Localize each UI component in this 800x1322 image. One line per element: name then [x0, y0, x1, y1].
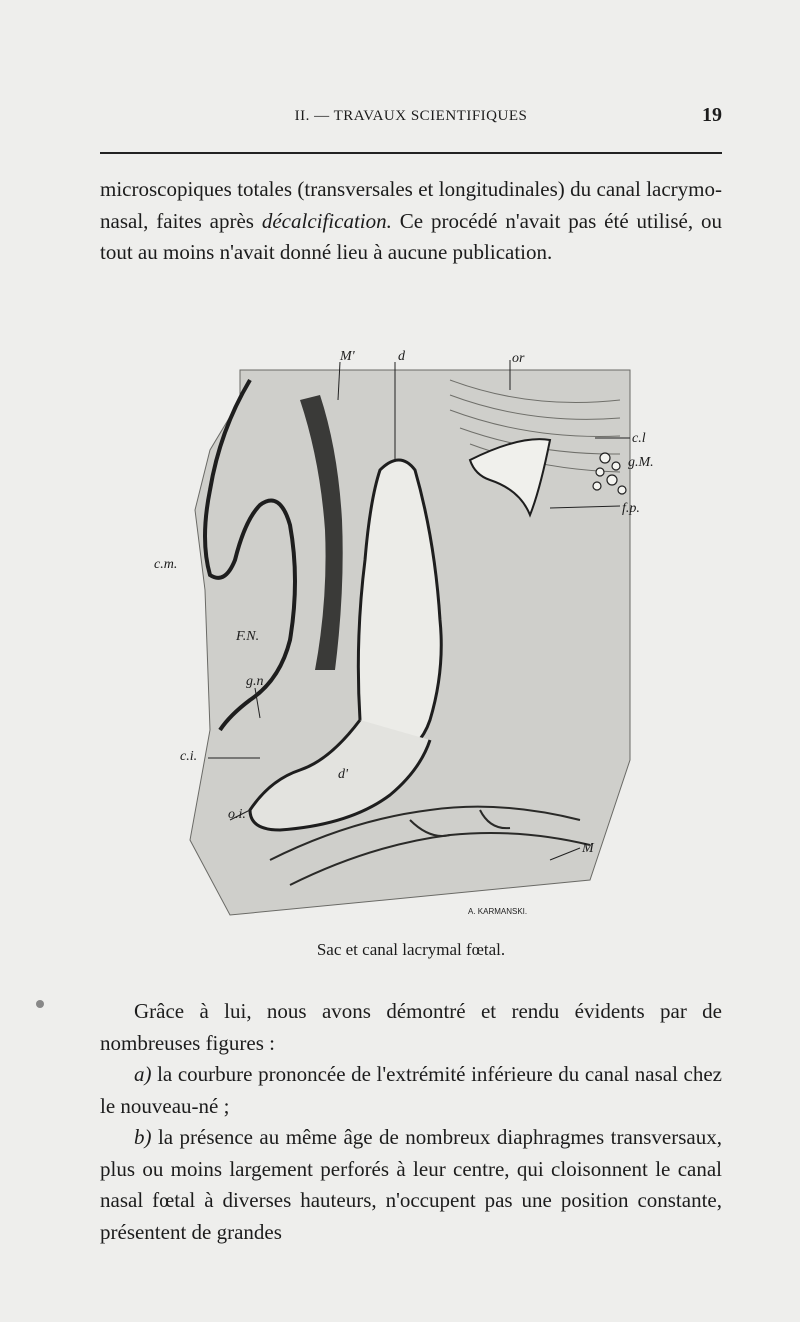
label-ci: c.i.: [180, 749, 198, 764]
figure-caption: Sac et canal lacrymal fœtal.: [316, 940, 506, 959]
intro-text-1: microscopiques totales (transversales et longitudinales) du canal lacrymo-nasal, faites après: [100, 177, 722, 233]
intro-text-2: Ce procédé n'avait pas été utilisé, ou tout au moins n'avait donné lieu à aucune publication.: [100, 208, 722, 264]
label-FN: F.N.: [236, 629, 260, 644]
label-gn: g.n: [246, 674, 264, 689]
label-oi: o.i.: [228, 807, 246, 822]
label-cm: c.m.: [154, 557, 178, 572]
label-M: M: [582, 841, 594, 856]
figure-illustration: [150, 340, 654, 920]
intro-paragraph: [100, 174, 722, 269]
item-a-marker: a): [134, 1062, 152, 1086]
list-item-a: [100, 1059, 722, 1122]
label-cl: c.l: [632, 431, 646, 446]
header-rule: [100, 152, 722, 154]
running-head: [100, 104, 722, 134]
intro-emphasis: décalcification.: [261, 208, 392, 233]
label-gM: g.M.: [628, 455, 654, 470]
list-item-b: [100, 1122, 722, 1248]
label-d: d: [398, 349, 405, 364]
paper-speck: [36, 1000, 44, 1008]
label-M-prime: M': [340, 349, 355, 364]
engraver-signature: A. KARMANSKI.: [468, 907, 528, 916]
label-fp: f.p.: [622, 501, 640, 516]
item-b-marker: b): [134, 1125, 152, 1149]
item-b-text: la présence au même âge de nombreux diaphragmes transversaux, plus ou moins largement perforés à leur centre, qui cloisonnent le canal nasal fœtal à diverses hauteurs, n'occupent pas une position constante, présentent de grandes: [100, 1125, 722, 1244]
page-number: 19: [702, 104, 722, 126]
body-text: [100, 996, 722, 1248]
body-intro: Grâce à lui, nous avons démontré et rendu évidents par de nombreuses figures :: [100, 999, 722, 1055]
label-d-prime: d': [338, 767, 348, 782]
label-or: or: [512, 351, 525, 366]
item-a-text: la courbure prononcée de l'extrémité inférieure du canal nasal chez le nouveau-né ;: [100, 1062, 722, 1118]
running-title: II. — TRAVAUX SCIENTIFIQUES: [294, 108, 528, 124]
anatomical-figure: [150, 340, 654, 920]
